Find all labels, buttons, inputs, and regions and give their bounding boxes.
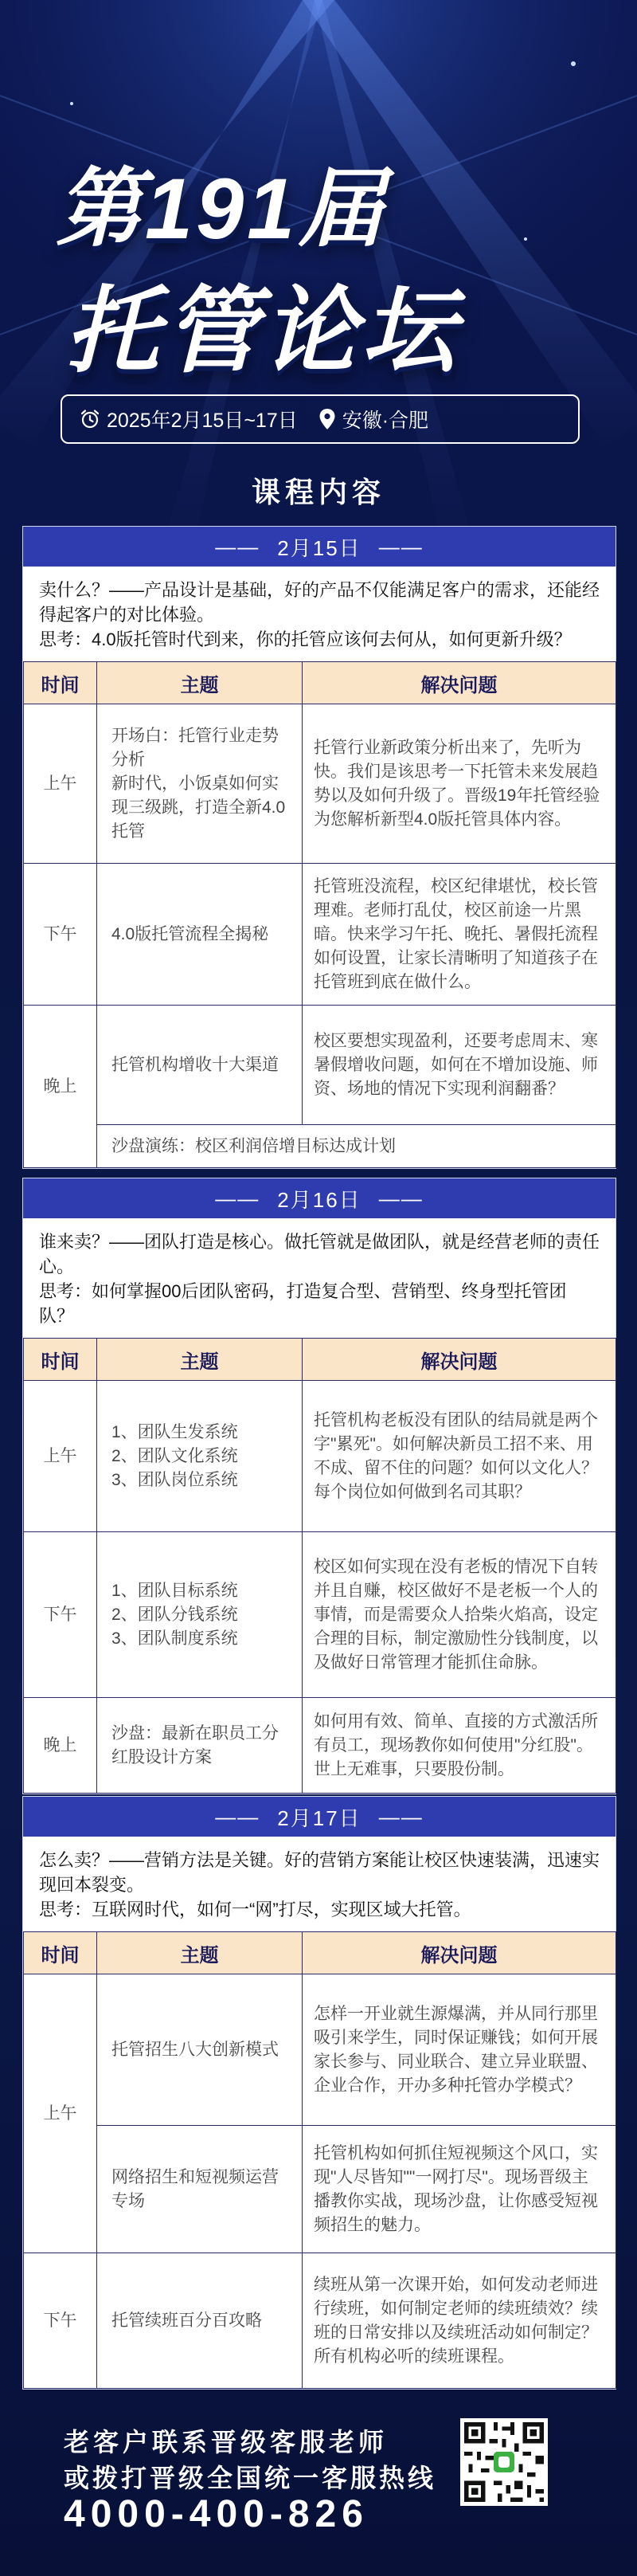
day-card-1 [22, 526, 616, 1169]
session-problem: 校区要想实现盈利，还要考虑周末、寒暑假增收问题，如何在不增加设施、师资、场地的情况下实现利润翻番？ [303, 1006, 616, 1125]
schedule-table [23, 661, 616, 1168]
header-topic: 主题 [97, 1932, 303, 1974]
session-time: 晚上 [24, 1698, 97, 1794]
session-topic: 托管续班百分百攻略 [97, 2253, 303, 2389]
forum-number-title: 第191届 [56, 160, 388, 257]
table-row [24, 704, 616, 864]
schedule-table [23, 1338, 616, 1794]
footer-contact-line: 老客户联系晋级客服老师 [64, 2428, 389, 2456]
intro-question: 怎么卖？——营销方法是关键。好的营销方案能让校区快速装满，迅速实现回本裂变。 [39, 1850, 600, 1895]
intro-thinking: 思考：互联网时代，如何一“网”打尽，实现区域大托管。 [39, 1900, 471, 1919]
session-topic: 1、团队生发系统 2、团队文化系统 3、团队岗位系统 [97, 1381, 303, 1532]
day-card-3 [22, 1796, 616, 2390]
session-topic: 托管招生八大创新模式 [97, 1974, 303, 2126]
session-time: 下午 [24, 2253, 97, 2389]
session-topic: 网络招生和短视频运营专场 [97, 2126, 303, 2253]
header-problem: 解决问题 [303, 662, 616, 704]
session-topic: 1、团队目标系统 2、团队分钱系统 3、团队制度系统 [97, 1532, 303, 1698]
session-problem: 校区如何实现在没有老板的情况下自转并且自赚，校区做好不是老板一个人的事情，而是需要众人拾柴火焰高，设定合理的目标，制定激励性分钱制度，以及做好日常管理才能抓住命脉。 [303, 1532, 616, 1698]
intro-thinking: 思考：如何掌握00后团队密码，打造复合型、营销型、终身型托管团队？ [39, 1281, 567, 1326]
event-info-bar [61, 394, 580, 444]
sandbox-exercise: 沙盘演练：校区利润倍增目标达成计划 [97, 1125, 616, 1168]
table-row [24, 1974, 616, 2126]
header-time: 时间 [24, 662, 97, 704]
intro-thinking: 思考：4.0版托管时代到来，你的托管应该何去何从，如何更新升级？ [39, 629, 572, 649]
session-problem: 托管机构如何抓住短视频这个风口，实现"人尽皆知""一网打尽"。现场晋级主播教你实战，现场沙盘，让你感受短视频招生的魅力。 [303, 2126, 616, 2253]
day-header: —— 2月15日 —— [23, 527, 616, 567]
day-label: 2月17日 [277, 1806, 361, 1830]
location-segment [318, 405, 428, 433]
session-time: 下午 [24, 864, 97, 1006]
alarm-clock-icon [80, 409, 100, 429]
table-row [24, 2126, 616, 2253]
table-row [24, 1698, 616, 1794]
table-header-row [24, 1932, 616, 1974]
header-topic: 主题 [97, 662, 303, 704]
day-label: 2月15日 [277, 535, 361, 560]
table-row [24, 864, 616, 1006]
table-row [24, 2253, 616, 2389]
header-problem: 解决问题 [303, 1932, 616, 1974]
session-time: 下午 [24, 1532, 97, 1698]
table-header-row [24, 1339, 616, 1381]
session-problem: 续班从第一次课开始，如何发动老师进行续班，如何制定老师的续班绩效？续班的日常安排以及续班活动如何制定？所有机构必听的续班课程。 [303, 2253, 616, 2389]
hotline-number[interactable]: 4000-400-826 [64, 2493, 369, 2535]
table-row [24, 1381, 616, 1532]
header-problem: 解决问题 [303, 1339, 616, 1381]
intro-question: 卖什么？——产品设计是基础，好的产品不仅能满足客户的需求，还能经得起客户的对比体验。 [39, 580, 600, 625]
table-row [24, 1532, 616, 1698]
session-problem: 托管班没流程，校区纪律堪忧，校长管理难。老师打乱仗，校区前途一片黑暗。快来学习午托、晚托、暑假托流程如何设置，让家长清晰明了知道孩子在托管班到底在做什么。 [303, 864, 616, 1006]
session-problem: 如何用有效、简单、直接的方式激活所有员工，现场教你如何使用"分红股"。世上无难事，只要股份制。 [303, 1698, 616, 1794]
forum-name-title: 托管论坛 [65, 279, 461, 384]
header-time: 时间 [24, 1932, 97, 1974]
qr-code-icon[interactable] [460, 2418, 548, 2506]
section-title: 课程内容 [251, 476, 385, 508]
schedule-table [23, 1931, 616, 2389]
day-intro [23, 567, 616, 661]
day-intro [23, 1218, 616, 1338]
session-topic: 托管机构增收十大渠道 [97, 1006, 303, 1125]
table-row [24, 1006, 616, 1125]
day-label: 2月16日 [277, 1187, 361, 1212]
session-topic: 沙盘：最新在职员工分红股设计方案 [97, 1698, 303, 1794]
session-time: 上午 [24, 1974, 97, 2253]
date-segment [80, 405, 298, 433]
intro-question: 谁来卖？——团队打造是核心。做托管就是做团队，就是经营老师的责任心。 [39, 1232, 600, 1276]
event-date: 2025年2月15日~17日 [107, 410, 298, 432]
table-row [24, 1125, 616, 1168]
day-header: —— 2月17日 —— [23, 1797, 616, 1837]
session-time: 上午 [24, 1381, 97, 1532]
header-time: 时间 [24, 1339, 97, 1381]
session-time: 上午 [24, 704, 97, 864]
day-header: —— 2月16日 —— [23, 1178, 616, 1218]
day-intro [23, 1837, 616, 1931]
session-topic: 开场白：托管行业走势分析 新时代，小饭桌如何实现三级跳，打造全新4.0托管 [97, 704, 303, 864]
footer-hotline-line: 或拨打晋级全国统一客服热线 [64, 2464, 437, 2492]
session-problem: 托管行业新政策分析出来了，先听为快。我们是该思考一下托管未来发展趋势以及如何升级了。晋级19年托管经验为您解析新型4.0版托管具体内容。 [303, 704, 616, 864]
session-problem: 托管机构老板没有团队的结局就是两个字"累死"。如何解决新员工招不来、用不成、留不住的问题？如何以文化人？每个岗位如何做到名司其职？ [303, 1381, 616, 1532]
table-header-row [24, 662, 616, 704]
session-topic: 4.0版托管流程全揭秘 [97, 864, 303, 1006]
session-time: 晚上 [24, 1006, 97, 1168]
event-location: 安徽·合肥 [342, 410, 429, 432]
session-problem: 怎样一开业就生源爆满，并从同行那里吸引来学生，同时保证赚钱；如何开展家长参与、同业联合、建立异业联盟、企业合作，开办多种托管办学模式？ [303, 1974, 616, 2126]
day-card-2 [22, 1178, 616, 1794]
header-topic: 主题 [97, 1339, 303, 1381]
location-pin-icon [318, 408, 336, 430]
